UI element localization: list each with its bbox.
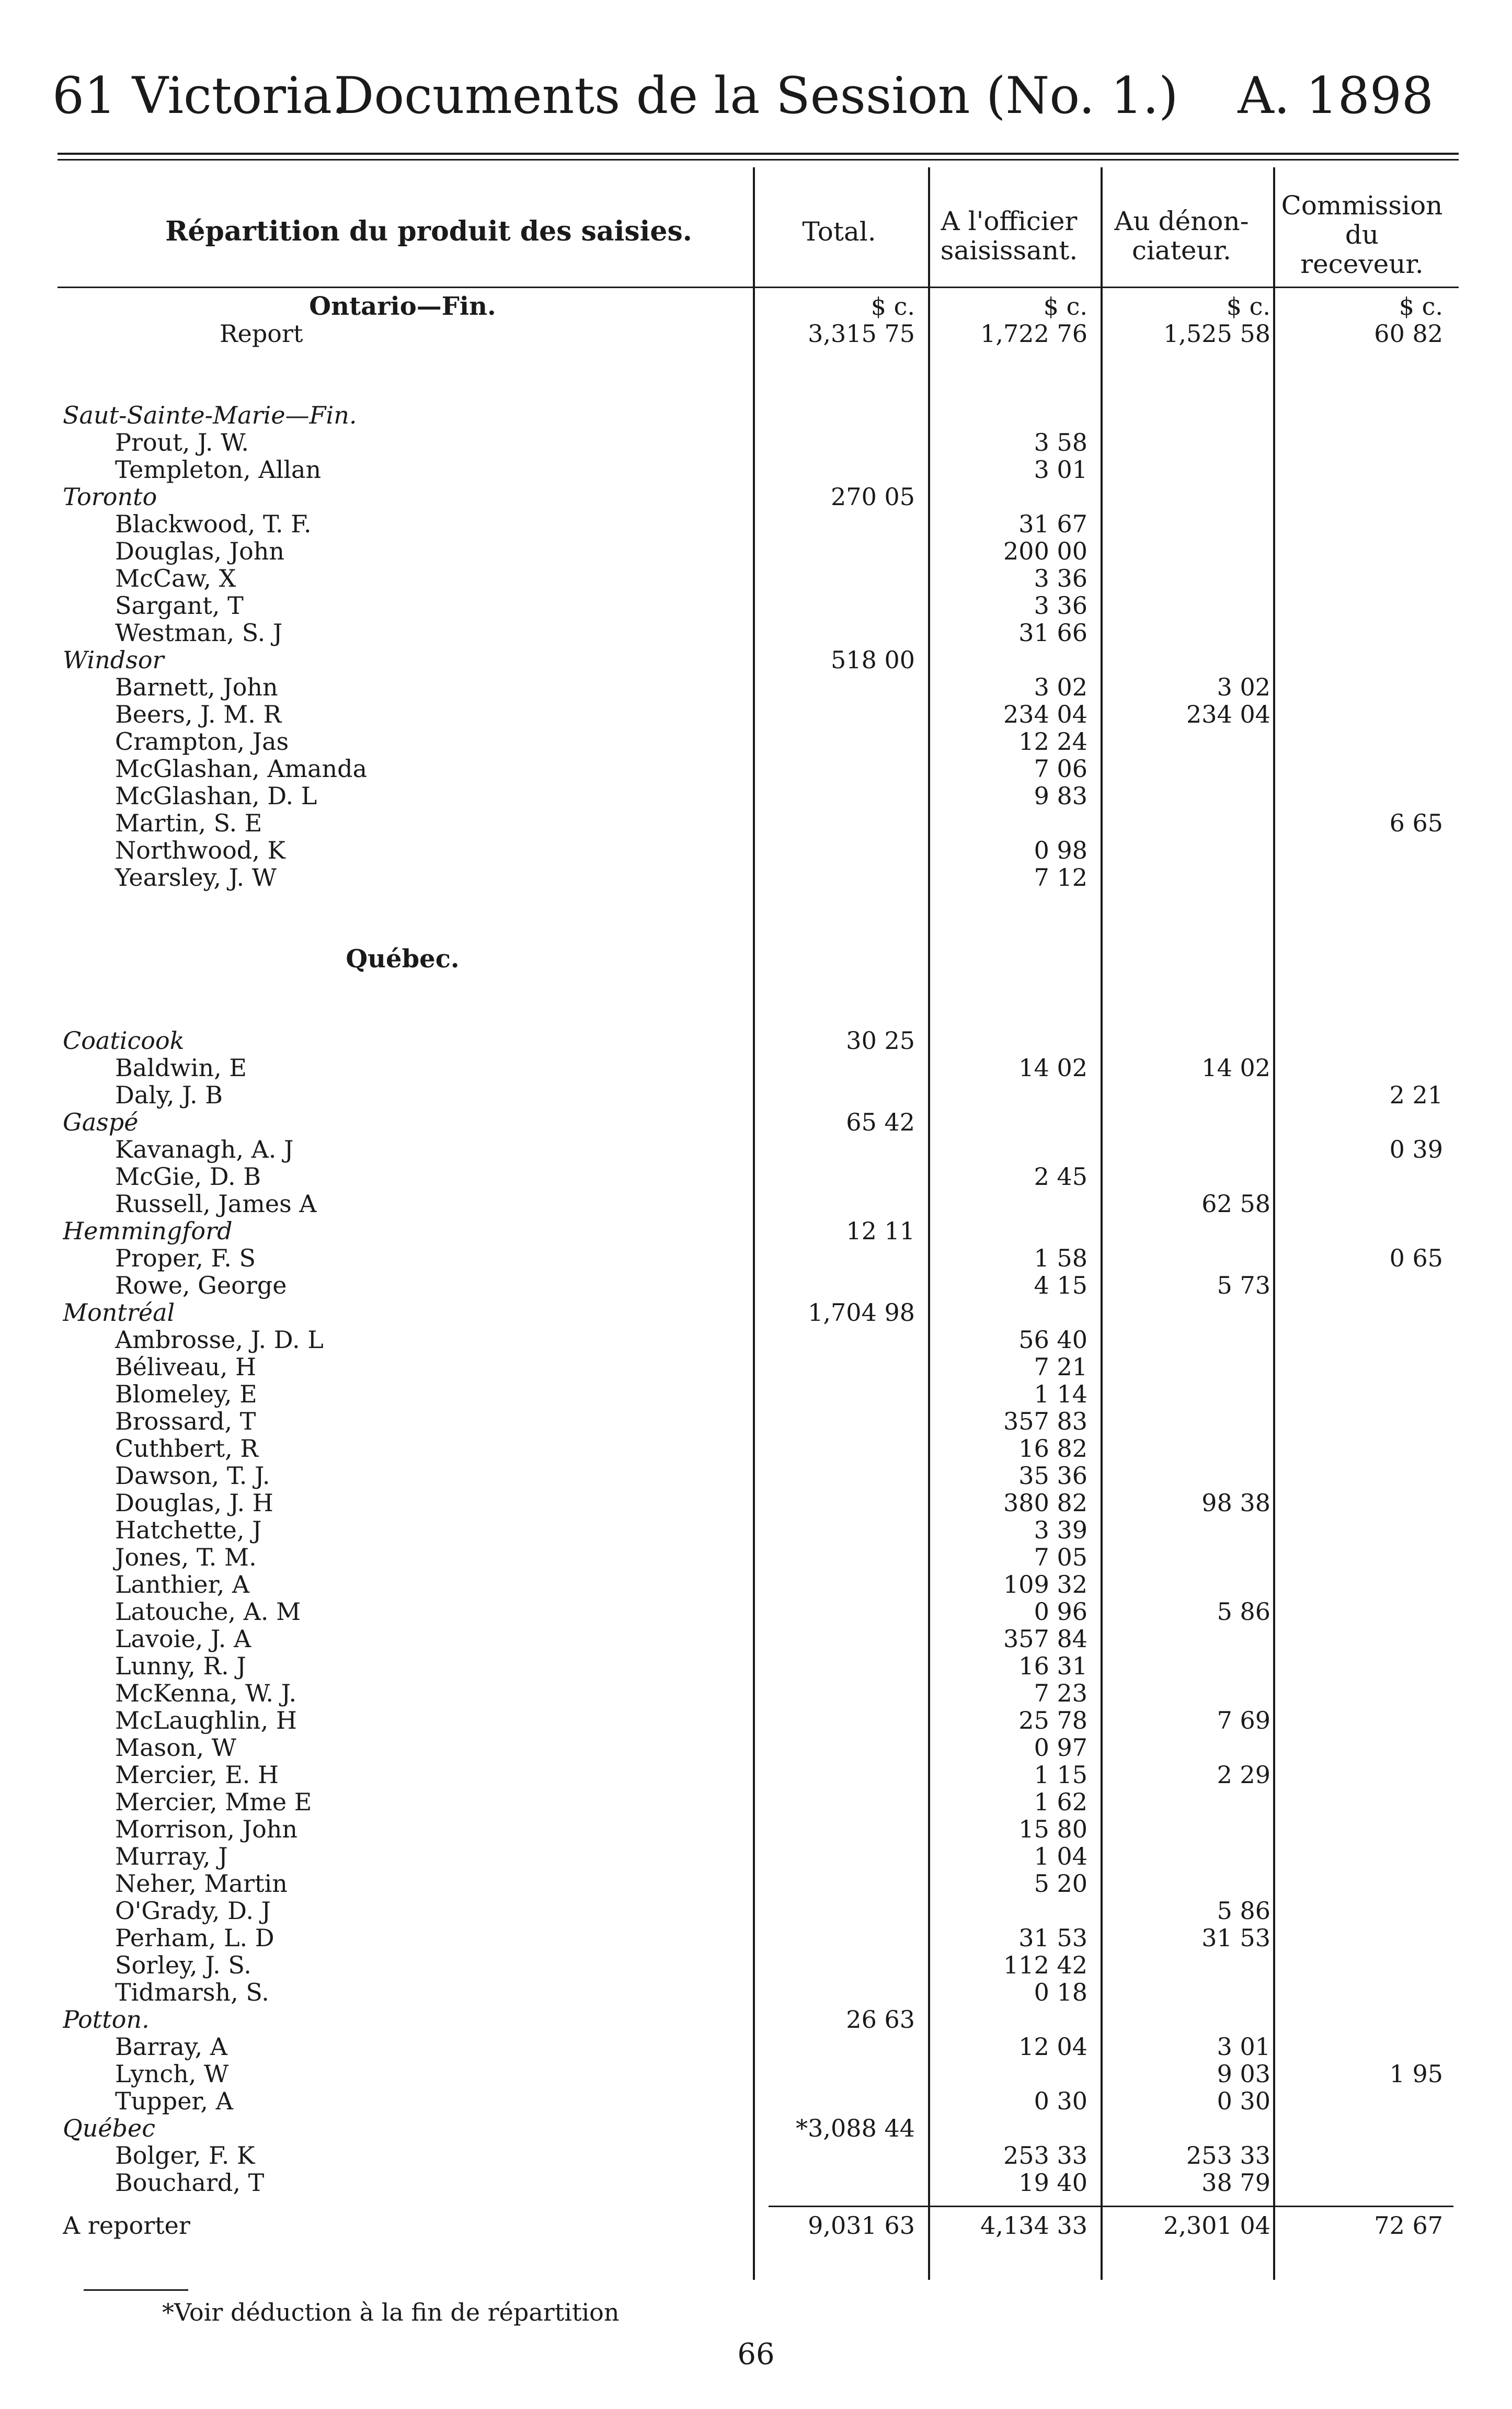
header-rule-bottom — [58, 159, 1459, 161]
row-name: Jones, T. M. — [115, 1544, 257, 1571]
cell-c1: $ c. — [870, 292, 915, 321]
row-name: Mercier, E. H — [115, 1761, 279, 1788]
table-row — [63, 1109, 1453, 1136]
row-name: Saut-Sainte-Marie—Fin. — [63, 402, 357, 429]
table-row — [63, 1163, 1453, 1190]
row-name: Rowe, George — [115, 1272, 287, 1299]
row-name: Bouchard, T — [115, 2169, 265, 2196]
table-row — [63, 1870, 1453, 1897]
table-row — [63, 2006, 1453, 2033]
cell-c1: 1,704 98 — [808, 1298, 915, 1327]
row-name: Neher, Martin — [115, 1870, 288, 1897]
header-left: 61 Victoria. — [52, 66, 348, 125]
table-row — [63, 1843, 1453, 1870]
cell-c2: 1 62 — [1034, 1788, 1087, 1816]
cell-c4: 2 21 — [1389, 1081, 1443, 1109]
table-row — [63, 837, 1453, 864]
row-name: Kavanagh, A. J — [115, 1136, 294, 1163]
row-spacer — [63, 347, 1453, 402]
table-row — [63, 565, 1453, 592]
cell-c2: 109 32 — [1003, 1570, 1087, 1599]
row-name: McGie, D. B — [115, 1163, 261, 1190]
col-header-total: Total. — [802, 216, 876, 247]
table-row — [63, 728, 1453, 755]
cell-c2: 2 45 — [1034, 1162, 1087, 1191]
row-name: Proper, F. S — [115, 1245, 256, 1272]
row-name: Baldwin, E — [115, 1054, 247, 1081]
cell-c3: 2,301 04 — [1163, 2211, 1270, 2240]
cell-c2: 0 98 — [1034, 836, 1087, 864]
cell-c2: 200 00 — [1003, 537, 1087, 565]
row-name: McKenna, W. J. — [115, 1680, 297, 1707]
cell-c1: *3,088 44 — [796, 2114, 915, 2142]
table-row — [63, 1408, 1453, 1435]
cell-c3: 7 69 — [1217, 1706, 1270, 1734]
table-row — [63, 1734, 1453, 1761]
row-name: Lanthier, A — [115, 1571, 250, 1598]
table-row — [63, 619, 1453, 646]
table-row — [63, 402, 1453, 429]
table-row — [63, 1353, 1453, 1380]
cell-c2: 357 83 — [1003, 1407, 1087, 1435]
cell-c2: 3 58 — [1034, 428, 1087, 456]
table-row — [63, 701, 1453, 728]
cell-c2: 31 66 — [1018, 619, 1087, 647]
table-row — [63, 1081, 1453, 1109]
cell-c2: 357 84 — [1003, 1625, 1087, 1653]
table-row — [63, 1707, 1453, 1734]
row-name: McCaw, X — [115, 565, 236, 592]
cell-c3: 62 58 — [1201, 1190, 1270, 1218]
row-name: Murray, J — [115, 1843, 228, 1870]
table-row — [63, 1680, 1453, 1707]
cell-c2: 253 33 — [1003, 2141, 1087, 2170]
row-name: Daly, J. B — [115, 1081, 223, 1109]
row-name: Tupper, A — [115, 2087, 233, 2115]
table-row — [63, 2060, 1453, 2087]
table-row — [63, 1544, 1453, 1571]
row-name: Barnett, John — [115, 673, 278, 701]
cell-c4: 72 67 — [1374, 2211, 1443, 2240]
cell-c2: 12 04 — [1018, 2033, 1087, 2061]
row-name: Sorley, J. S. — [115, 1951, 251, 1979]
cell-c3: 1,525 58 — [1163, 319, 1270, 348]
cell-c3: 38 79 — [1201, 2168, 1270, 2197]
table-row — [63, 1272, 1453, 1299]
row-name: Douglas, J. H — [115, 1489, 273, 1516]
table-row — [63, 2115, 1453, 2142]
cell-c2: 3 36 — [1034, 591, 1087, 620]
cell-c2: 3 01 — [1034, 455, 1087, 484]
row-name: O'Grady, D. J — [115, 1897, 271, 1924]
cell-c2: 380 82 — [1003, 1489, 1087, 1517]
cell-c2: 4,134 33 — [980, 2211, 1087, 2240]
table-row — [63, 1326, 1453, 1353]
cell-c2: 112 42 — [1003, 1951, 1087, 1979]
cell-c3: 5 86 — [1217, 1597, 1270, 1626]
table-row — [63, 1245, 1453, 1272]
table-row — [63, 2169, 1453, 2196]
cell-c2: 1 58 — [1034, 1244, 1087, 1272]
row-name: Blomeley, E — [115, 1380, 257, 1408]
cell-c1: 12 11 — [846, 1217, 915, 1245]
row-name: Barray, A — [115, 2033, 227, 2060]
cell-c2: 0 97 — [1034, 1733, 1087, 1762]
row-name: Prout, J. W. — [115, 429, 249, 456]
cell-c2: 7 05 — [1034, 1543, 1087, 1571]
table-row — [63, 1435, 1453, 1462]
row-name: Brossard, T — [115, 1408, 256, 1435]
cell-c3: 0 30 — [1217, 2087, 1270, 2115]
cell-c2: 0 96 — [1034, 1597, 1087, 1626]
row-name: Mason, W — [115, 1734, 236, 1761]
cell-c2: 3 39 — [1034, 1516, 1087, 1544]
table-row — [63, 1761, 1453, 1788]
cell-c2: 7 21 — [1034, 1353, 1087, 1381]
row-name: Gaspé — [63, 1109, 139, 1136]
cell-c2: 0 30 — [1034, 2087, 1087, 2115]
table-row — [63, 809, 1453, 837]
table-row — [63, 755, 1453, 782]
row-name: Montréal — [63, 1299, 175, 1326]
row-name: Blackwood, T. F. — [115, 510, 312, 538]
row-name: Béliveau, H — [115, 1353, 257, 1380]
table-row — [63, 1380, 1453, 1408]
cell-c3: 5 73 — [1217, 1271, 1270, 1299]
table-row — [63, 2033, 1453, 2060]
table-row — [63, 1924, 1453, 1951]
row-name: Ambrosse, J. D. L — [115, 1326, 324, 1353]
cell-c4: 0 65 — [1389, 1244, 1443, 1272]
seizure-table — [63, 293, 1453, 2239]
cell-c2: 9 83 — [1034, 782, 1087, 810]
cell-c2: 31 53 — [1018, 1924, 1087, 1952]
cell-c3: 3 01 — [1217, 2033, 1270, 2061]
cell-c3: 2 29 — [1217, 1761, 1270, 1789]
cell-c3: 98 38 — [1201, 1489, 1270, 1517]
cell-c2: 4 15 — [1034, 1271, 1087, 1299]
row-name: Sargant, T — [115, 592, 244, 619]
row-name: Windsor — [63, 646, 164, 673]
table-row — [63, 429, 1453, 456]
page-number: 66 — [737, 2337, 775, 2371]
table-row — [63, 592, 1453, 619]
table-row — [63, 1054, 1453, 1081]
table-row — [63, 1489, 1453, 1516]
row-name: Hatchette, J — [115, 1516, 262, 1544]
cell-c2: 16 82 — [1018, 1434, 1087, 1463]
row-name: Morrison, John — [115, 1816, 298, 1843]
row-name: Québec. — [346, 945, 460, 973]
row-name: Coaticook — [63, 1027, 185, 1054]
cell-c1: 9,031 63 — [808, 2211, 915, 2240]
row-name: McGlashan, Amanda — [115, 755, 368, 782]
cell-c3: 253 33 — [1186, 2141, 1270, 2170]
table-row — [63, 1462, 1453, 1489]
table-row — [63, 1788, 1453, 1816]
cell-c3: $ c. — [1226, 292, 1270, 321]
table-row — [63, 1897, 1453, 1924]
cell-c2: 19 40 — [1018, 2168, 1087, 2197]
col-header-commission: Commission du receveur. — [1281, 190, 1443, 279]
header-center: Documents de la Session (No. 1.) — [334, 66, 1178, 125]
row-name: McGlashan, D. L — [115, 782, 317, 809]
row-name: Hemmingford — [63, 1217, 233, 1245]
table-row — [63, 1571, 1453, 1598]
row-name: Lunny, R. J — [115, 1652, 246, 1680]
cell-c3: 31 53 — [1201, 1924, 1270, 1952]
table-row — [63, 1136, 1453, 1163]
footnote: *Voir déduction à la fin de répartition — [162, 2298, 620, 2326]
row-name: Lynch, W — [115, 2060, 229, 2087]
row-name: Cuthbert, R — [115, 1435, 258, 1462]
col-header-officier: A l'officier saisissant. — [940, 206, 1078, 266]
cell-c3: 9 03 — [1217, 2060, 1270, 2088]
row-name: Martin, S. E — [115, 809, 262, 837]
cell-c1: 518 00 — [831, 646, 915, 674]
cell-c2: 1 04 — [1034, 1842, 1087, 1870]
cell-c2: 14 02 — [1018, 1054, 1087, 1082]
row-name: Mercier, Mme E — [115, 1788, 312, 1816]
cell-c2: 3 02 — [1034, 673, 1087, 701]
table-row — [63, 1598, 1453, 1625]
cell-c2: 35 36 — [1018, 1462, 1087, 1490]
row-spacer — [63, 891, 1453, 945]
cell-c1: 30 25 — [846, 1026, 915, 1055]
cell-c1: 65 42 — [846, 1108, 915, 1136]
row-name: Yearsley, J. W — [115, 864, 277, 891]
cell-c2: 7 23 — [1034, 1679, 1087, 1707]
table-title: Répartition du produit des saisies. — [165, 215, 692, 247]
cell-c2: 7 12 — [1034, 863, 1087, 892]
cell-c2: 3 36 — [1034, 564, 1087, 592]
table-row — [63, 1190, 1453, 1217]
total-rule — [769, 2206, 1453, 2207]
cell-c4: $ c. — [1399, 292, 1443, 321]
row-name: Dawson, T. J. — [115, 1462, 270, 1489]
table-row — [63, 1979, 1453, 2006]
row-name: McLaughlin, H — [115, 1707, 297, 1734]
row-name: Russell, James A — [115, 1190, 317, 1217]
col-header-denonciateur: Au dénon- ciateur. — [1114, 206, 1249, 266]
table-row — [63, 1027, 1453, 1054]
table-row — [63, 2142, 1453, 2169]
table-row — [63, 1652, 1453, 1680]
table-row — [63, 293, 1453, 320]
table-row — [63, 1299, 1453, 1326]
row-name: Crampton, Jas — [115, 728, 289, 755]
row-name: Report — [220, 320, 303, 347]
row-name: Douglas, John — [115, 538, 285, 565]
cell-c3: 234 04 — [1186, 700, 1270, 728]
table-row — [63, 1516, 1453, 1544]
cell-c2: 5 20 — [1034, 1869, 1087, 1898]
cell-c4: 0 39 — [1389, 1135, 1443, 1163]
row-name: A reporter — [63, 2212, 190, 2239]
row-name: Potton. — [63, 2006, 150, 2033]
table-row — [63, 510, 1453, 538]
cell-c2: 234 04 — [1003, 700, 1087, 728]
header-right: A. 1898 — [1238, 66, 1434, 125]
cell-c3: 3 02 — [1217, 673, 1270, 701]
cell-c4: 1 95 — [1389, 2060, 1443, 2088]
column-header-rule — [58, 287, 1459, 288]
row-spacer — [63, 973, 1453, 1027]
cell-c1: 270 05 — [831, 483, 915, 511]
cell-c2: 7 06 — [1034, 755, 1087, 783]
cell-c2: 12 24 — [1018, 727, 1087, 756]
table-row — [63, 483, 1453, 510]
table-row — [63, 864, 1453, 891]
cell-c1: 3,315 75 — [808, 319, 915, 348]
table-row — [63, 945, 1453, 973]
cell-c3: 14 02 — [1201, 1054, 1270, 1082]
table-row — [63, 1625, 1453, 1652]
cell-c2: 1 14 — [1034, 1380, 1087, 1408]
footnote-rule — [84, 2289, 188, 2291]
table-row — [63, 646, 1453, 673]
table-row — [63, 2212, 1453, 2239]
cell-c2: 16 31 — [1018, 1652, 1087, 1680]
cell-c2: 15 80 — [1018, 1815, 1087, 1843]
table-row — [63, 456, 1453, 483]
cell-c4: 60 82 — [1374, 319, 1443, 348]
row-name: Latouche, A. M — [115, 1598, 301, 1625]
row-name: Northwood, K — [115, 837, 285, 864]
row-name: Bolger, F. K — [115, 2142, 255, 2169]
row-name: Tidmarsh, S. — [115, 1979, 269, 2006]
cell-c3: 5 86 — [1217, 1897, 1270, 1925]
cell-c2: 0 18 — [1034, 1978, 1087, 2006]
table-row — [63, 1951, 1453, 1979]
row-name: Ontario—Fin. — [309, 293, 496, 320]
cell-c2: $ c. — [1043, 292, 1087, 321]
row-name: Westman, S. J — [115, 619, 283, 646]
row-name: Québec — [63, 2115, 155, 2142]
table-row — [63, 538, 1453, 565]
cell-c2: 1 15 — [1034, 1761, 1087, 1789]
cell-c4: 6 65 — [1389, 809, 1443, 837]
row-name: Lavoie, J. A — [115, 1625, 251, 1652]
row-name: Beers, J. M. R — [115, 701, 282, 728]
cell-c2: 1,722 76 — [980, 319, 1087, 348]
cell-c1: 26 63 — [846, 2005, 915, 2034]
cell-c2: 56 40 — [1018, 1326, 1087, 1354]
table-row — [63, 320, 1453, 347]
table-row — [63, 1816, 1453, 1843]
row-name: Perham, L. D — [115, 1924, 274, 1951]
table-row — [63, 2087, 1453, 2115]
row-name: Toronto — [63, 483, 157, 510]
table-row — [63, 1217, 1453, 1245]
table-row — [63, 673, 1453, 701]
row-name: Templeton, Allan — [115, 456, 322, 483]
cell-c2: 31 67 — [1018, 510, 1087, 538]
header-rule-top — [58, 153, 1459, 155]
cell-c2: 25 78 — [1018, 1706, 1087, 1734]
table-row — [63, 782, 1453, 809]
